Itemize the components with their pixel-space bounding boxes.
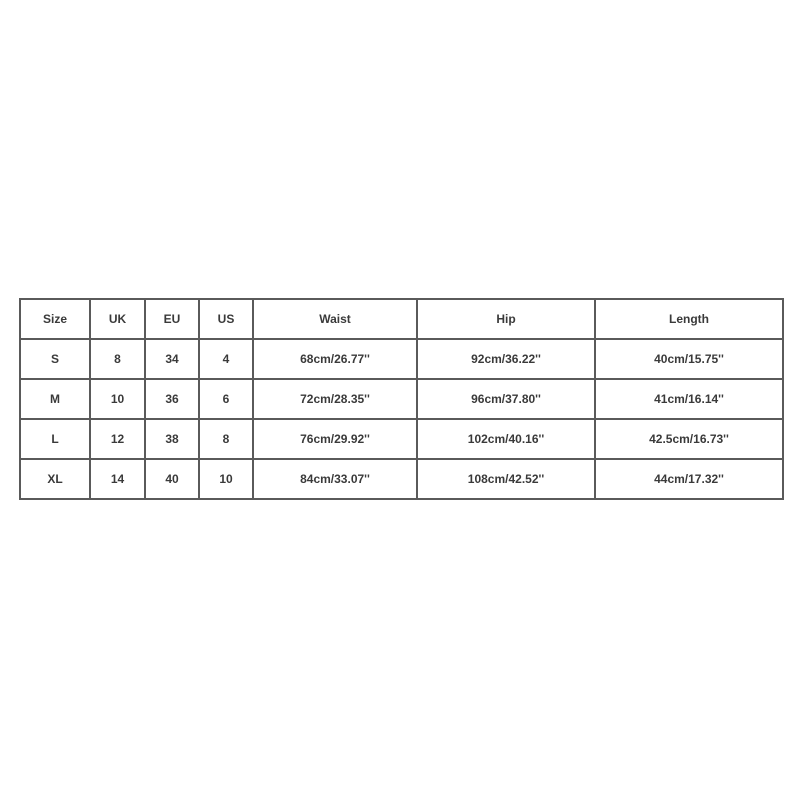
cell-waist: 76cm/29.92'' <box>253 419 417 459</box>
size-table <box>19 298 784 500</box>
cell-waist: 68cm/26.77'' <box>253 339 417 379</box>
cell-eu: 38 <box>145 419 199 459</box>
cell-size: XL <box>20 459 90 499</box>
table-row <box>20 379 783 419</box>
header-length: Length <box>595 299 783 339</box>
cell-us: 8 <box>199 419 253 459</box>
cell-hip: 108cm/42.52'' <box>417 459 595 499</box>
header-eu: EU <box>145 299 199 339</box>
cell-eu: 34 <box>145 339 199 379</box>
header-waist: Waist <box>253 299 417 339</box>
cell-uk: 10 <box>90 379 145 419</box>
cell-hip: 92cm/36.22'' <box>417 339 595 379</box>
cell-eu: 40 <box>145 459 199 499</box>
table-row <box>20 459 783 499</box>
header-row <box>20 299 783 339</box>
table-row <box>20 419 783 459</box>
cell-us: 4 <box>199 339 253 379</box>
cell-size: M <box>20 379 90 419</box>
cell-us: 10 <box>199 459 253 499</box>
size-chart <box>19 298 782 500</box>
cell-size: S <box>20 339 90 379</box>
header-uk: UK <box>90 299 145 339</box>
cell-waist: 72cm/28.35'' <box>253 379 417 419</box>
cell-uk: 8 <box>90 339 145 379</box>
cell-waist: 84cm/33.07'' <box>253 459 417 499</box>
cell-hip: 96cm/37.80'' <box>417 379 595 419</box>
header-size: Size <box>20 299 90 339</box>
cell-uk: 12 <box>90 419 145 459</box>
cell-hip: 102cm/40.16'' <box>417 419 595 459</box>
cell-uk: 14 <box>90 459 145 499</box>
header-us: US <box>199 299 253 339</box>
table-row <box>20 339 783 379</box>
cell-length: 40cm/15.75'' <box>595 339 783 379</box>
cell-size: L <box>20 419 90 459</box>
cell-eu: 36 <box>145 379 199 419</box>
header-hip: Hip <box>417 299 595 339</box>
cell-length: 41cm/16.14'' <box>595 379 783 419</box>
cell-length: 44cm/17.32'' <box>595 459 783 499</box>
cell-us: 6 <box>199 379 253 419</box>
cell-length: 42.5cm/16.73'' <box>595 419 783 459</box>
